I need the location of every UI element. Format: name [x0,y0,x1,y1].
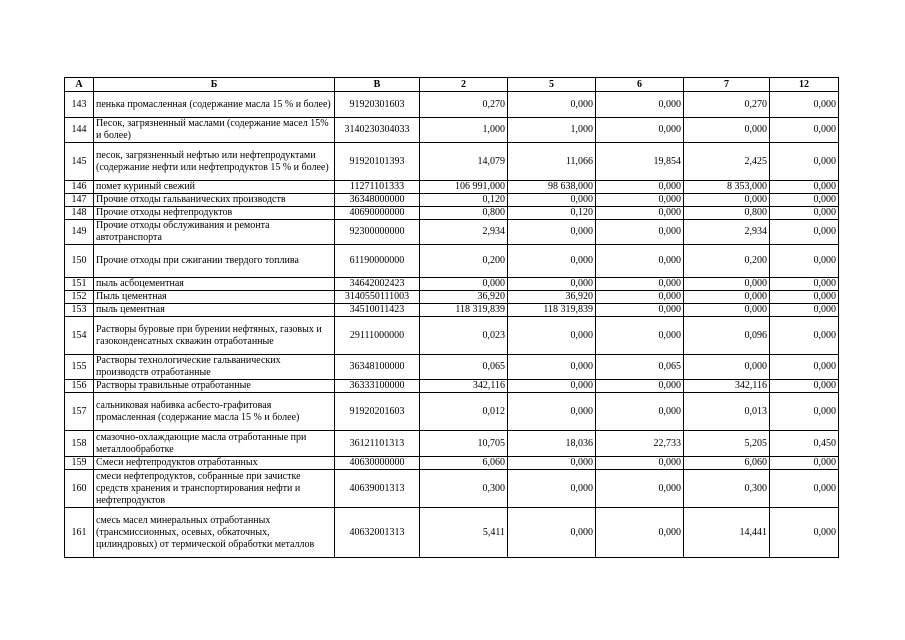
waste-code-cell: 40639001313 [335,470,420,508]
waste-code-cell: 92300000000 [335,220,420,245]
row-number-cell: 158 [65,431,94,457]
col-12-cell: 0,000 [770,508,839,558]
table-row [65,118,839,143]
col-12-cell: 0,000 [770,457,839,470]
col-5-cell: 0,000 [508,457,596,470]
waste-name-cell: Пыль цементная [94,291,335,304]
header-col-7: 7 [684,78,770,92]
table-row [65,508,839,558]
col-12-cell: 0,000 [770,355,839,380]
waste-code-cell: 34510011423 [335,304,420,317]
col-6-cell: 0,000 [596,291,684,304]
waste-name-cell: смесь масел минеральных отработанных (трансмиссионных, осевых, обкаточных, цилиндровых) от термической обработки металлов [94,508,335,558]
table-row [65,220,839,245]
col-2-cell: 0,200 [420,245,508,278]
col-12-cell: 0,000 [770,220,839,245]
waste-code-cell: 36333100000 [335,380,420,393]
waste-name-cell: Прочие отходы обслуживания и ремонта автотранспорта [94,220,335,245]
col-7-cell: 0,000 [684,278,770,291]
table-row [65,143,839,181]
header-col-6: 6 [596,78,684,92]
col-6-cell: 22,733 [596,431,684,457]
col-7-cell: 0,000 [684,304,770,317]
col-5-cell: 0,000 [508,278,596,291]
row-number-cell: 160 [65,470,94,508]
col-2-cell: 1,000 [420,118,508,143]
row-number-cell: 144 [65,118,94,143]
waste-name-cell: сальниковая набивка асбесто-графитовая промасленная (содержание масла 15 % и более) [94,393,335,431]
col-6-cell: 0,000 [596,317,684,355]
col-12-cell: 0,000 [770,470,839,508]
col-2-cell: 10,705 [420,431,508,457]
col-6-cell: 0,000 [596,457,684,470]
col-6-cell: 0,000 [596,181,684,194]
col-7-cell: 0,270 [684,92,770,118]
row-number-cell: 161 [65,508,94,558]
waste-code-cell: 91920301603 [335,92,420,118]
col-12-cell: 0,000 [770,278,839,291]
col-2-cell: 6,060 [420,457,508,470]
waste-name-cell: помет куриный свежий [94,181,335,194]
col-7-cell: 6,060 [684,457,770,470]
row-number-cell: 157 [65,393,94,431]
waste-code-cell: 91920201603 [335,393,420,431]
header-col-b: Б [94,78,335,92]
col-12-cell: 0,450 [770,431,839,457]
waste-code-cell: 36348000000 [335,194,420,207]
col-5-cell: 0,000 [508,355,596,380]
table-row [65,291,839,304]
col-7-cell: 342,116 [684,380,770,393]
col-12-cell: 0,000 [770,291,839,304]
row-number-cell: 159 [65,457,94,470]
waste-code-cell: 40630000000 [335,457,420,470]
waste-name-cell: пыль цементная [94,304,335,317]
col-6-cell: 0,000 [596,380,684,393]
waste-table [64,77,839,558]
table-body [65,92,839,558]
waste-code-cell: 29111000000 [335,317,420,355]
col-2-cell: 106 991,000 [420,181,508,194]
col-12-cell: 0,000 [770,304,839,317]
col-5-cell: 18,036 [508,431,596,457]
col-6-cell: 0,000 [596,118,684,143]
col-6-cell: 0,000 [596,470,684,508]
col-6-cell: 0,000 [596,508,684,558]
header-col-12: 12 [770,78,839,92]
col-2-cell: 0,023 [420,317,508,355]
table-row [65,181,839,194]
col-12-cell: 0,000 [770,92,839,118]
col-7-cell: 0,800 [684,207,770,220]
waste-name-cell: Прочие отходы гальванических производств [94,194,335,207]
col-5-cell: 0,000 [508,508,596,558]
table-row [65,355,839,380]
col-5-cell: 11,066 [508,143,596,181]
col-7-cell: 5,205 [684,431,770,457]
row-number-cell: 149 [65,220,94,245]
col-2-cell: 0,012 [420,393,508,431]
row-number-cell: 150 [65,245,94,278]
col-6-cell: 0,000 [596,245,684,278]
col-7-cell: 2,934 [684,220,770,245]
waste-name-cell: Растворы технологические гальванических производств отработанные [94,355,335,380]
waste-code-cell: 3140550111003 [335,291,420,304]
col-5-cell: 98 638,000 [508,181,596,194]
col-2-cell: 118 319,839 [420,304,508,317]
header-col-5: 5 [508,78,596,92]
row-number-cell: 153 [65,304,94,317]
row-number-cell: 145 [65,143,94,181]
waste-name-cell: Растворы травильные отработанные [94,380,335,393]
col-5-cell: 0,000 [508,317,596,355]
col-12-cell: 0,000 [770,194,839,207]
col-7-cell: 0,000 [684,194,770,207]
col-7-cell: 0,300 [684,470,770,508]
waste-code-cell: 61190000000 [335,245,420,278]
row-number-cell: 156 [65,380,94,393]
col-12-cell: 0,000 [770,181,839,194]
waste-name-cell: смеси нефтепродуктов, собранные при зачистке средств хранения и транспортирования нефти и нефтепродуктов [94,470,335,508]
waste-name-cell: пенька промасленная (содержание масла 15 % и более) [94,92,335,118]
header-row [65,78,839,92]
col-5-cell: 0,000 [508,380,596,393]
row-number-cell: 147 [65,194,94,207]
waste-name-cell: Прочие отходы нефтепродуктов [94,207,335,220]
col-12-cell: 0,000 [770,380,839,393]
col-5-cell: 0,120 [508,207,596,220]
col-6-cell: 0,000 [596,194,684,207]
waste-code-cell: 34642002423 [335,278,420,291]
row-number-cell: 146 [65,181,94,194]
waste-name-cell: пыль асбоцементная [94,278,335,291]
table-row [65,92,839,118]
col-5-cell: 0,000 [508,470,596,508]
waste-name-cell: смазочно-охлаждающие масла отработанные при металлообработке [94,431,335,457]
col-12-cell: 0,000 [770,245,839,278]
col-5-cell: 0,000 [508,194,596,207]
table-row [65,380,839,393]
row-number-cell: 155 [65,355,94,380]
col-12-cell: 0,000 [770,118,839,143]
table-row [65,470,839,508]
col-6-cell: 0,000 [596,278,684,291]
col-6-cell: 19,854 [596,143,684,181]
table-row [65,207,839,220]
col-7-cell: 14,441 [684,508,770,558]
col-6-cell: 0,000 [596,304,684,317]
col-7-cell: 8 353,000 [684,181,770,194]
table-row [65,304,839,317]
waste-name-cell: Растворы буровые при бурении нефтяных, газовых и газоконденсатных скважин отработанные [94,317,335,355]
col-12-cell: 0,000 [770,207,839,220]
col-5-cell: 0,000 [508,393,596,431]
waste-code-cell: 40690000000 [335,207,420,220]
waste-name-cell: песок, загрязненный нефтью или нефтепродуктами (содержание нефти или нефтепродуктов 15 % и более) [94,143,335,181]
col-6-cell: 0,000 [596,207,684,220]
col-7-cell: 0,000 [684,291,770,304]
col-12-cell: 0,000 [770,317,839,355]
waste-code-cell: 11271101333 [335,181,420,194]
header-col-a: А [65,78,94,92]
waste-code-cell: 36121101313 [335,431,420,457]
table-row [65,393,839,431]
col-2-cell: 0,800 [420,207,508,220]
table-row [65,457,839,470]
col-7-cell: 2,425 [684,143,770,181]
col-5-cell: 1,000 [508,118,596,143]
col-2-cell: 14,079 [420,143,508,181]
col-2-cell: 0,000 [420,278,508,291]
col-12-cell: 0,000 [770,143,839,181]
col-6-cell: 0,000 [596,220,684,245]
col-2-cell: 342,116 [420,380,508,393]
col-6-cell: 0,000 [596,393,684,431]
col-7-cell: 0,200 [684,245,770,278]
col-6-cell: 0,065 [596,355,684,380]
col-2-cell: 5,411 [420,508,508,558]
row-number-cell: 143 [65,92,94,118]
col-2-cell: 0,065 [420,355,508,380]
col-12-cell: 0,000 [770,393,839,431]
waste-code-cell: 40632001313 [335,508,420,558]
row-number-cell: 148 [65,207,94,220]
waste-name-cell: Прочие отходы при сжигании твердого топлива [94,245,335,278]
col-2-cell: 0,120 [420,194,508,207]
table-row [65,245,839,278]
col-7-cell: 0,000 [684,355,770,380]
col-2-cell: 0,300 [420,470,508,508]
row-number-cell: 154 [65,317,94,355]
col-6-cell: 0,000 [596,92,684,118]
col-2-cell: 2,934 [420,220,508,245]
header-col-v: В [335,78,420,92]
col-5-cell: 0,000 [508,245,596,278]
col-5-cell: 0,000 [508,92,596,118]
table-row [65,431,839,457]
waste-name-cell: Песок, загрязненный маслами (содержание масел 15% и более) [94,118,335,143]
col-2-cell: 0,270 [420,92,508,118]
row-number-cell: 152 [65,291,94,304]
table-row [65,278,839,291]
waste-code-cell: 91920101393 [335,143,420,181]
table-row [65,317,839,355]
row-number-cell: 151 [65,278,94,291]
col-2-cell: 36,920 [420,291,508,304]
waste-name-cell: Смеси нефтепродуктов отработанных [94,457,335,470]
col-5-cell: 0,000 [508,220,596,245]
col-5-cell: 118 319,839 [508,304,596,317]
col-7-cell: 0,013 [684,393,770,431]
header-col-2: 2 [420,78,508,92]
waste-code-cell: 36348100000 [335,355,420,380]
waste-code-cell: 3140230304033 [335,118,420,143]
col-7-cell: 0,000 [684,118,770,143]
table-row [65,194,839,207]
col-7-cell: 0,096 [684,317,770,355]
col-5-cell: 36,920 [508,291,596,304]
